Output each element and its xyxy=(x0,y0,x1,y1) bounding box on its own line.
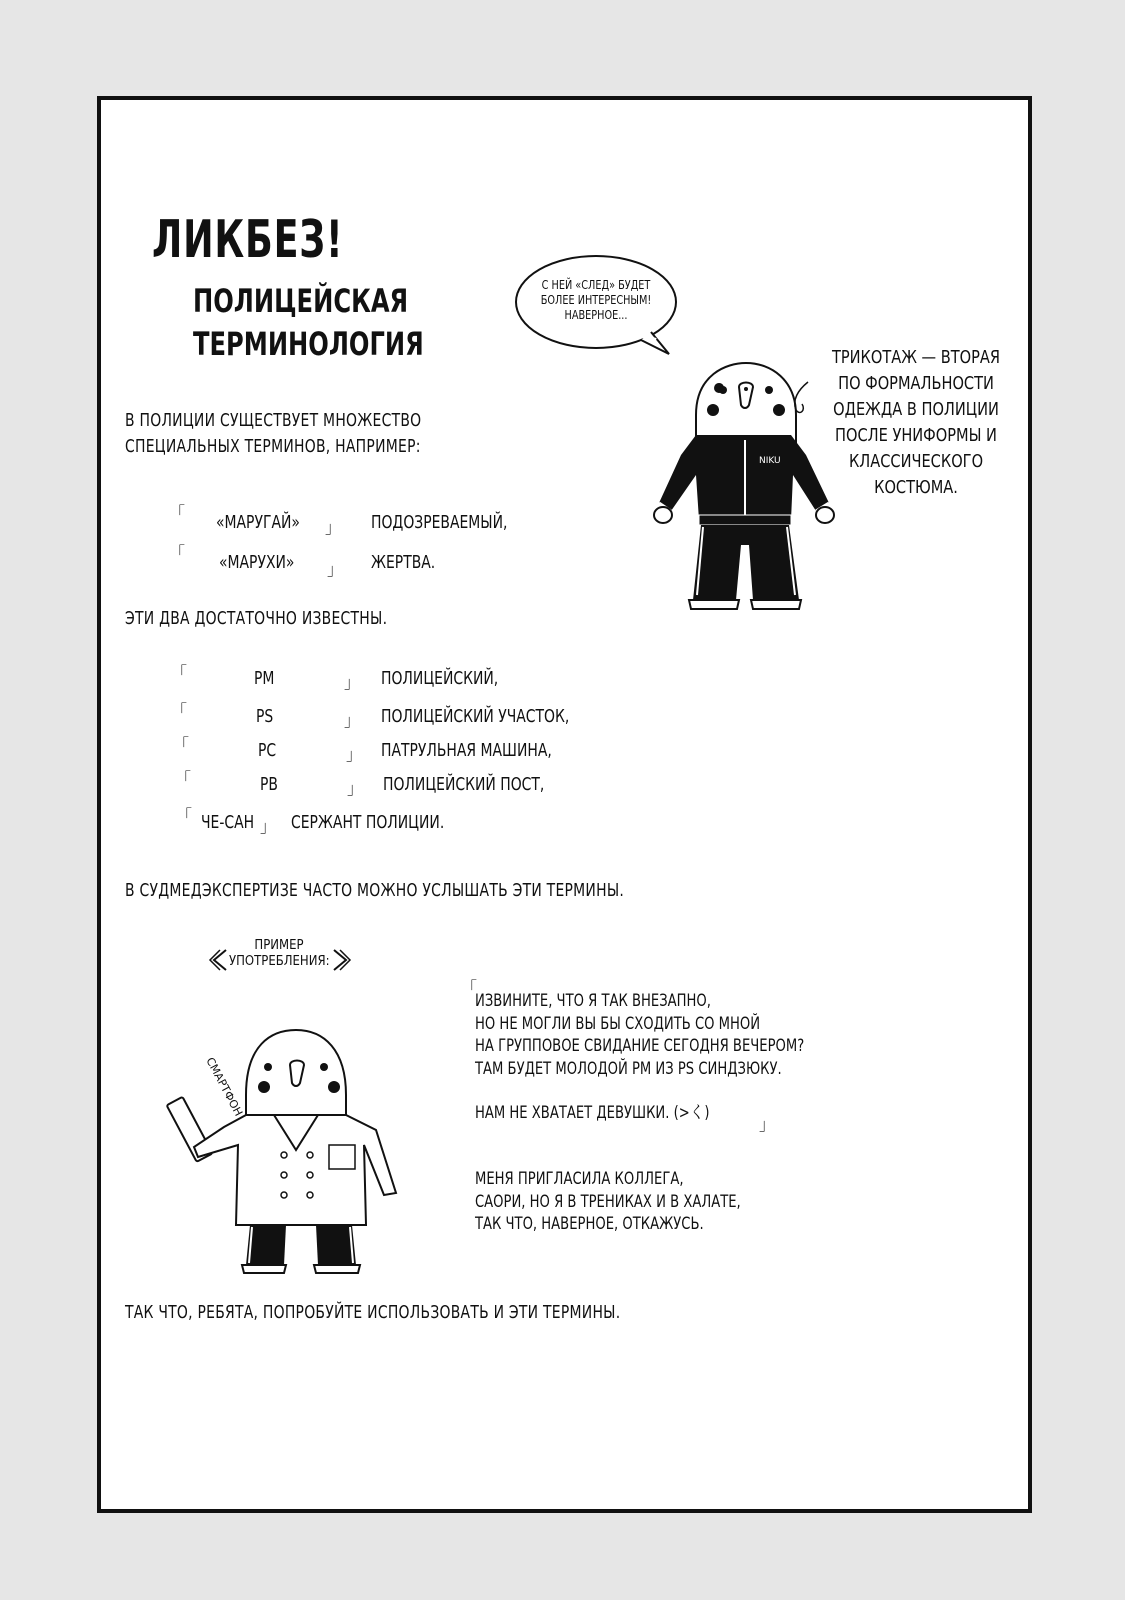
term-name: PS xyxy=(256,706,274,727)
open-bracket: 「 xyxy=(175,769,192,788)
term-name: PM xyxy=(254,668,275,689)
bubble-text: С НЕЙ «СЛЕД» БУДЕТ БОЛЕЕ ИНТЕРЕСНЫМ! НАВЕРНОЕ... xyxy=(540,278,652,322)
term-meaning: ПОЛИЦЕЙСКИЙ ПОСТ, xyxy=(383,774,545,795)
reply-text: МЕНЯ ПРИГЛАСИЛА КОЛЛЕГА, САОРИ, НО Я В ТРЕНИКАХ И В ХАЛАТЕ, ТАК ЧТО, НАВЕРНОЕ, ОТКАЖУСЬ. xyxy=(475,1169,741,1234)
term-meaning: СЕРЖАНТ ПОЛИЦИИ. xyxy=(291,812,445,833)
term-meaning: ПОЛИЦЕЙСКИЙ, xyxy=(381,668,499,689)
bird-labcoat-illustration xyxy=(146,1015,406,1285)
term-meaning: ПОДОЗРЕВАЕМЫЙ, xyxy=(371,512,508,533)
term-meaning: ЖЕРТВА. xyxy=(371,552,436,573)
example-quote: ИЗВИНИТЕ, ЧТО Я ТАК ВНЕЗАПНО, НО НЕ МОГЛИ ВЫ БЫ СХОДИТЬ СО МНОЙ НА ГРУППОВОЕ СВИДАНИЕ СЕГОДНЯ ВЕЧЕРОМ? ТАМ БУДЕТ МОЛОДОЙ PM ИЗ PS СИНДЗЮКУ. xyxy=(475,991,805,1079)
term-name: PC xyxy=(258,740,277,761)
example-quote-2: НАМ НЕ ХВАТАЕТ ДЕВУШКИ. (>く) xyxy=(475,1103,710,1123)
close-bracket: 」 xyxy=(346,745,363,764)
example-label: ПРИМЕР УПОТРЕБЛЕНИЯ: xyxy=(229,938,330,969)
close-bracket: 」 xyxy=(325,518,342,537)
open-bracket: 「 xyxy=(176,806,193,825)
phone-label: СМАРТФОН xyxy=(203,1055,246,1119)
open-bracket: 「 xyxy=(169,503,186,522)
open-bracket: 「 xyxy=(461,978,478,997)
term-name: «МАРУГАЙ» xyxy=(216,512,300,533)
closing-line: ТАК ЧТО, РЕБЯТА, ПОПРОБУЙТЕ ИСПОЛЬЗОВАТЬ И ЭТИ ТЕРМИНЫ. xyxy=(125,1302,621,1323)
shirt-logo: NIKU xyxy=(759,456,781,466)
forensics-note: В СУДМЕДЭКСПЕРТИЗЕ ЧАСТО МОЖНО УСЛЫШАТЬ ЭТИ ТЕРМИНЫ. xyxy=(125,880,625,901)
comic-page xyxy=(97,96,1032,1513)
squiggle-mark xyxy=(786,380,816,420)
open-bracket: 「 xyxy=(171,701,188,720)
close-bracket: 」 xyxy=(260,817,277,836)
intro-line-1: В ПОЛИЦИИ СУЩЕСТВУЕТ МНОЖЕСТВО xyxy=(125,410,422,431)
intro-line-2: СПЕЦИАЛЬНЫХ ТЕРМИНОВ, НАПРИМЕР: xyxy=(125,436,421,457)
term-meaning: ПОЛИЦЕЙСКИЙ УЧАСТОК, xyxy=(381,706,570,727)
term-name: PB xyxy=(260,774,278,795)
close-bracket: 」 xyxy=(344,711,361,730)
close-bracket: 」 xyxy=(327,560,344,579)
term-name: «МАРУХИ» xyxy=(219,552,295,573)
close-bracket: 」 xyxy=(759,1115,776,1134)
term-name: ЧЕ-САН xyxy=(201,812,255,833)
open-bracket: 「 xyxy=(173,735,190,754)
side-note: ТРИКОТАЖ — ВТОРАЯ ПО ФОРМАЛЬНОСТИ ОДЕЖДА В ПОЛИЦИИ ПОСЛЕ УНИФОРМЫ И КЛАССИЧЕСКОГО КОСТЮМА. xyxy=(831,347,1001,498)
page-subtitle: ПОЛИЦЕЙСКАЯ ТЕРМИНОЛОГИЯ xyxy=(193,282,424,363)
term-meaning: ПАТРУЛЬНАЯ МАШИНА, xyxy=(381,740,552,761)
close-bracket: 」 xyxy=(344,673,361,692)
open-bracket: 「 xyxy=(169,543,186,562)
known-note: ЭТИ ДВА ДОСТАТОЧНО ИЗВЕСТНЫ. xyxy=(125,608,388,629)
open-bracket: 「 xyxy=(171,663,188,682)
close-bracket: 」 xyxy=(347,779,364,798)
page-title: ЛИКБЕЗ! xyxy=(152,210,344,270)
